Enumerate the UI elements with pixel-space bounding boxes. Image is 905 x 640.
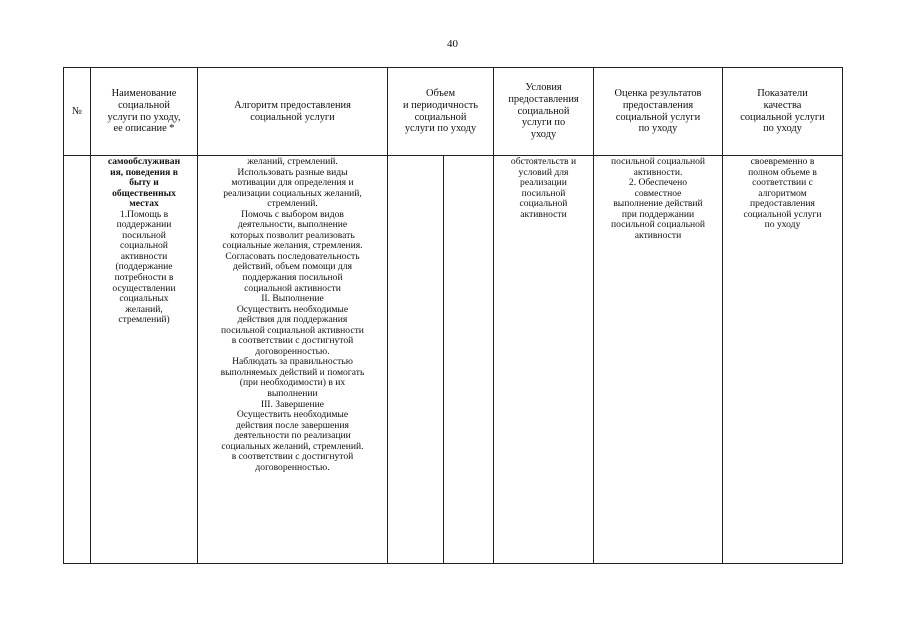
text-line: реализации bbox=[520, 177, 567, 189]
text-line: посильной социальной bbox=[610, 156, 706, 167]
text-line: 2. Обеспечено bbox=[628, 177, 688, 189]
table-row bbox=[64, 156, 843, 564]
text-line: активности bbox=[634, 229, 682, 241]
cell-volume-b bbox=[444, 156, 494, 564]
text-line: самообслуживан bbox=[107, 156, 181, 167]
text-line: социальной bbox=[519, 198, 568, 210]
text-line: социальной услуги bbox=[615, 111, 701, 123]
text-line: деятельности, выполнение bbox=[237, 219, 348, 231]
header-service-name bbox=[91, 68, 198, 156]
text-line: стремлений) bbox=[118, 314, 170, 326]
page-number: 40 bbox=[447, 38, 458, 50]
text-line: своевременно в bbox=[750, 156, 815, 167]
text-line: Оценка результатов bbox=[614, 88, 702, 99]
text-line: полном объеме в bbox=[748, 166, 817, 178]
text-line: условий для bbox=[518, 166, 569, 178]
text-line: выполнении bbox=[267, 388, 318, 400]
text-line: Использовать разные виды bbox=[237, 166, 348, 178]
text-line: быту и bbox=[129, 177, 159, 189]
text-line: выполнение действий bbox=[613, 198, 703, 210]
text-line: местах bbox=[129, 198, 159, 210]
text-line: 1.Помощь в bbox=[119, 208, 169, 220]
text-line: III. Завершение bbox=[260, 398, 325, 410]
text-line: предоставления bbox=[508, 93, 579, 105]
header-algorithm bbox=[198, 68, 388, 156]
text-line: стремлений. bbox=[267, 198, 318, 210]
text-line: социальных желаний, стремлений. bbox=[221, 440, 364, 452]
text-line: социальной bbox=[118, 99, 170, 111]
text-line: Объем bbox=[425, 88, 456, 99]
text-line: желаний, стремлений. bbox=[247, 156, 338, 167]
header-volume bbox=[388, 68, 494, 156]
text-line: реализации социальных желаний, bbox=[223, 187, 362, 199]
text-line: социальной bbox=[414, 111, 467, 123]
text-line: выполняемых действий и помогать bbox=[220, 366, 365, 378]
text-line: Наблюдать за правильностью bbox=[232, 356, 353, 368]
text-line: общественных bbox=[112, 187, 176, 199]
text-line: предоставления bbox=[750, 198, 815, 210]
text-line: Осуществить необходимые bbox=[236, 409, 349, 421]
text-line: Согласовать последовательность bbox=[225, 250, 360, 262]
cell-algorithm bbox=[198, 156, 388, 564]
text-line: деятельности по реализации bbox=[234, 430, 351, 442]
text-line: предоставления bbox=[622, 99, 694, 111]
text-line: поддержания посильной bbox=[242, 272, 343, 284]
text-line: активности bbox=[520, 208, 567, 220]
cell-number bbox=[64, 156, 91, 564]
service-category bbox=[93, 157, 195, 210]
cell-conditions bbox=[494, 156, 594, 564]
header-number: № bbox=[64, 68, 91, 156]
text-line: социальной bbox=[517, 105, 570, 117]
text-line: II. Выполнение bbox=[261, 293, 324, 305]
text-line: посильной социальной активности bbox=[221, 324, 364, 336]
text-line: договоренностью. bbox=[255, 461, 330, 473]
cell-service-name bbox=[91, 156, 198, 564]
text-line: ия, поведения в bbox=[110, 166, 178, 178]
cell-volume-a bbox=[388, 156, 444, 564]
text-line: социальных bbox=[119, 293, 169, 305]
text-line: совместное bbox=[634, 187, 682, 199]
text-line: Алгоритм предоставления bbox=[234, 99, 351, 111]
text-line: социальной услуги bbox=[740, 111, 825, 123]
text-line: при поддержании bbox=[621, 208, 695, 220]
text-line: Наименование bbox=[111, 88, 177, 99]
text-line: желаний, bbox=[125, 303, 163, 315]
services-table bbox=[63, 67, 843, 564]
text-line: услуги по уходу, bbox=[107, 111, 181, 123]
text-line: услуги по уходу bbox=[404, 123, 477, 135]
text-line: потребности в bbox=[114, 272, 174, 284]
text-line: мотивации для определения и bbox=[231, 177, 354, 189]
text-line: активности bbox=[120, 250, 168, 262]
cell-evaluation bbox=[594, 156, 723, 564]
header-indicators bbox=[723, 68, 843, 156]
table-header-row bbox=[64, 68, 843, 156]
header-evaluation bbox=[594, 68, 723, 156]
text-line: действия для поддержания bbox=[237, 314, 348, 326]
text-line: (поддержание bbox=[115, 261, 173, 273]
text-line: услуги по bbox=[521, 117, 566, 129]
text-line: которых позволит реализовать bbox=[230, 229, 355, 241]
text-line: по уходу bbox=[638, 123, 678, 135]
text-line: действия после завершения bbox=[236, 419, 349, 431]
text-line: осуществлении bbox=[112, 282, 176, 294]
text-line: соответствии с bbox=[752, 177, 813, 189]
text-line: Условия bbox=[525, 82, 562, 94]
text-line: в соответствии с достигнутой bbox=[231, 335, 354, 347]
text-line: договоренностью. bbox=[255, 345, 330, 357]
text-line: Показатели bbox=[757, 88, 808, 99]
text-line: Помочь с выбором видов bbox=[241, 208, 344, 220]
text-line: уходу bbox=[530, 129, 557, 141]
text-line: посильной bbox=[122, 229, 166, 241]
text-line: Осуществить необходимые bbox=[236, 303, 349, 315]
service-description bbox=[93, 210, 195, 326]
text-line: поддержании bbox=[116, 219, 172, 231]
text-line: социальные желания, стремления. bbox=[222, 240, 363, 252]
text-line: социальной bbox=[120, 240, 168, 252]
text-line: социальной активности bbox=[244, 282, 341, 294]
text-line: и периодичность bbox=[403, 99, 478, 111]
text-line: по уходу bbox=[764, 219, 801, 231]
text-line: по уходу bbox=[763, 123, 802, 135]
text-line: ее описание * bbox=[113, 123, 175, 135]
text-line: качества bbox=[763, 99, 802, 111]
text-line: социальной услуги bbox=[743, 208, 822, 220]
cell-indicators bbox=[723, 156, 843, 564]
header-conditions bbox=[494, 68, 594, 156]
text-line: обстоятельств и bbox=[510, 156, 577, 167]
text-line: активности. bbox=[633, 166, 683, 178]
text-line: посильной bbox=[521, 187, 566, 199]
text-line: алгоритмом bbox=[758, 187, 807, 199]
text-line: посильной социальной bbox=[610, 219, 706, 231]
text-line: (при необходимости) в их bbox=[239, 377, 346, 389]
text-line: в соответствии с достигнутой bbox=[231, 451, 354, 463]
text-line: действий, объем помощи для bbox=[232, 261, 353, 273]
text-line: социальной услуги bbox=[250, 111, 335, 123]
